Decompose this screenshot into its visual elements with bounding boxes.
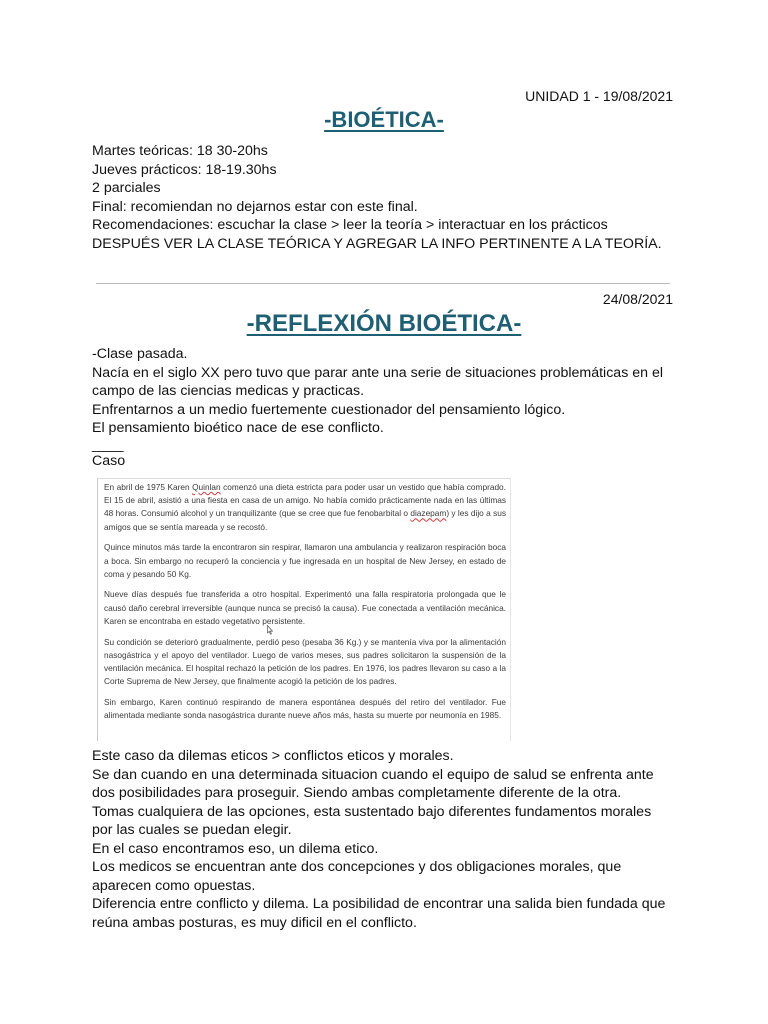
spellcheck-word: Quinlan [192, 482, 221, 492]
case-paragraph: Quince minutos más tarde la encontraron sin respirar, llamaron una ambulancia y realizaron respiración boca a boca. Sin embargo no recuperó la conciencia y fue ingresada en un hospital de New Jersey, en estado de coma y pesando 50 Kg. [104, 542, 506, 579]
mouse-cursor-icon [267, 625, 273, 635]
discussion-line: Se dan cuando en una determinada situacion cuando el equipo de salud se enfrenta ante [92, 766, 654, 783]
case-excerpt-text [104, 481, 506, 730]
intro-line: Enfrentarnos a un medio fuertemente cuestionador del pensamiento lógico. [92, 401, 566, 418]
note-line: DESPUÉS VER LA CLASE TEÓRICA Y AGREGAR LA INFO PERTINENTE A LA TEORÍA. [92, 235, 662, 252]
unit-date: UNIDAD 1 - 19/08/2021 [525, 88, 673, 104]
section1-notes [92, 142, 682, 253]
note-line: Final: recomiendan no dejarnos estar con este final. [92, 198, 418, 215]
case-text: En abril de 1975 Karen [104, 482, 193, 492]
section-title-text: -REFLEXIÓN BIOÉTICA- [246, 310, 522, 337]
discussion-line: En el caso encontramos eso, un dilema etico. [92, 840, 379, 857]
case-excerpt-image [97, 478, 511, 741]
case-paragraph: Su condición se deterioró gradualmente, perdió peso (pesaba 36 Kg.) y se mantenía viva por la alimentación nasogástrica y el apoyo del ventilador. Luego de varios meses, sus padres solicitaron la suspensión de la ventilación mecánica. El hospital rechazó la petición de los padres. En 1976, los padres llevaron su caso a la Corte Suprema de New Jersey, que finalmente acogió la petición de los padres. [104, 636, 506, 687]
note-line: Jueves prácticos: 18-19.30hs [92, 161, 277, 178]
case-paragraph: Sin embargo, Karen continuó respirando de manera espontánea después del retiro del ventilador. Fue alimentada mediante sonda nasogástrica durante nueve años más, hasta su muerte por neumonía en 1985. [104, 696, 506, 721]
discussion-line: Tomas cualquiera de las opciones, esta sustentado bajo diferentes fundamentos morales [92, 803, 652, 820]
discussion-line: reúna ambas posturas, es muy dificil en el conflicto. [92, 914, 417, 931]
discussion-line: Los medicos se encuentran ante dos concepciones y dos obligaciones morales, que [92, 859, 622, 875]
intro-line: campo de las ciencias medicas y practicas. [92, 383, 365, 399]
section-title-reflexion [0, 309, 768, 339]
intro-line: -Clase pasada. [92, 346, 188, 362]
intro-line: El pensamiento bioético nace de ese conflicto. [92, 420, 384, 436]
intro-line: Nacía en el siglo XX pero tuvo que parar ante una serie de situaciones problemáticas en el [92, 364, 663, 381]
discussion-line: por las cuales se puedan elegir. [92, 822, 292, 838]
case-paragraph: Nueve días después fue transferida a otro hospital. Experimentó una falla respiratoria prolongada que le causó daño cerebral irreversible (aunque nunca se precisó la causa). Fue conectada a ventilación mecánica. Karen se encontraba en estado vegetativo persistente. [104, 589, 506, 626]
section2-intro [92, 345, 682, 470]
case-label: Caso [92, 452, 126, 469]
discussion-line: aparecen como opuestas. [92, 877, 256, 894]
class-date: 24/08/2021 [602, 291, 673, 307]
case-paragraph [104, 481, 506, 534]
case-text: comenzó una dieta estricta para poder usar un vestido que había comprado. El 15 de abril, asistió a una fiesta en casa de un amigo. No había comido prácticamente nada en las últimas 48 horas. Consumió alcohol y un tranquilizante (que se cree que fue fenobarbital o [104, 482, 506, 519]
note-line: Martes teóricas: 18 30-20hs [92, 143, 268, 159]
case-text: ) y les dijo a sus amigos que se sentía mareada y se recostó. [104, 508, 507, 532]
section2-discussion [92, 747, 682, 932]
separator-underscores: ____ [92, 436, 124, 453]
spellcheck-word: diazepam [410, 508, 447, 519]
note-line: 2 parciales [92, 180, 161, 196]
discussion-line: dos posibilidades para proseguir. Siendo ambas completamente diferente de la otra. [92, 785, 622, 801]
note-line: Recomendaciones: escuchar la clase > leer la teoría > interactuar en los prácticos [92, 217, 608, 233]
section-title-bioetica [0, 106, 768, 134]
discussion-line: Este caso da dilemas eticos > conflictos eticos y morales. [92, 748, 454, 764]
discussion-line: Diferencia entre conflicto y dilema. La posibilidad de encontrar una salida bien fundada que [92, 896, 666, 912]
horizontal-divider [96, 283, 670, 284]
section-title-text: -BIOÉTICA- [324, 107, 444, 132]
